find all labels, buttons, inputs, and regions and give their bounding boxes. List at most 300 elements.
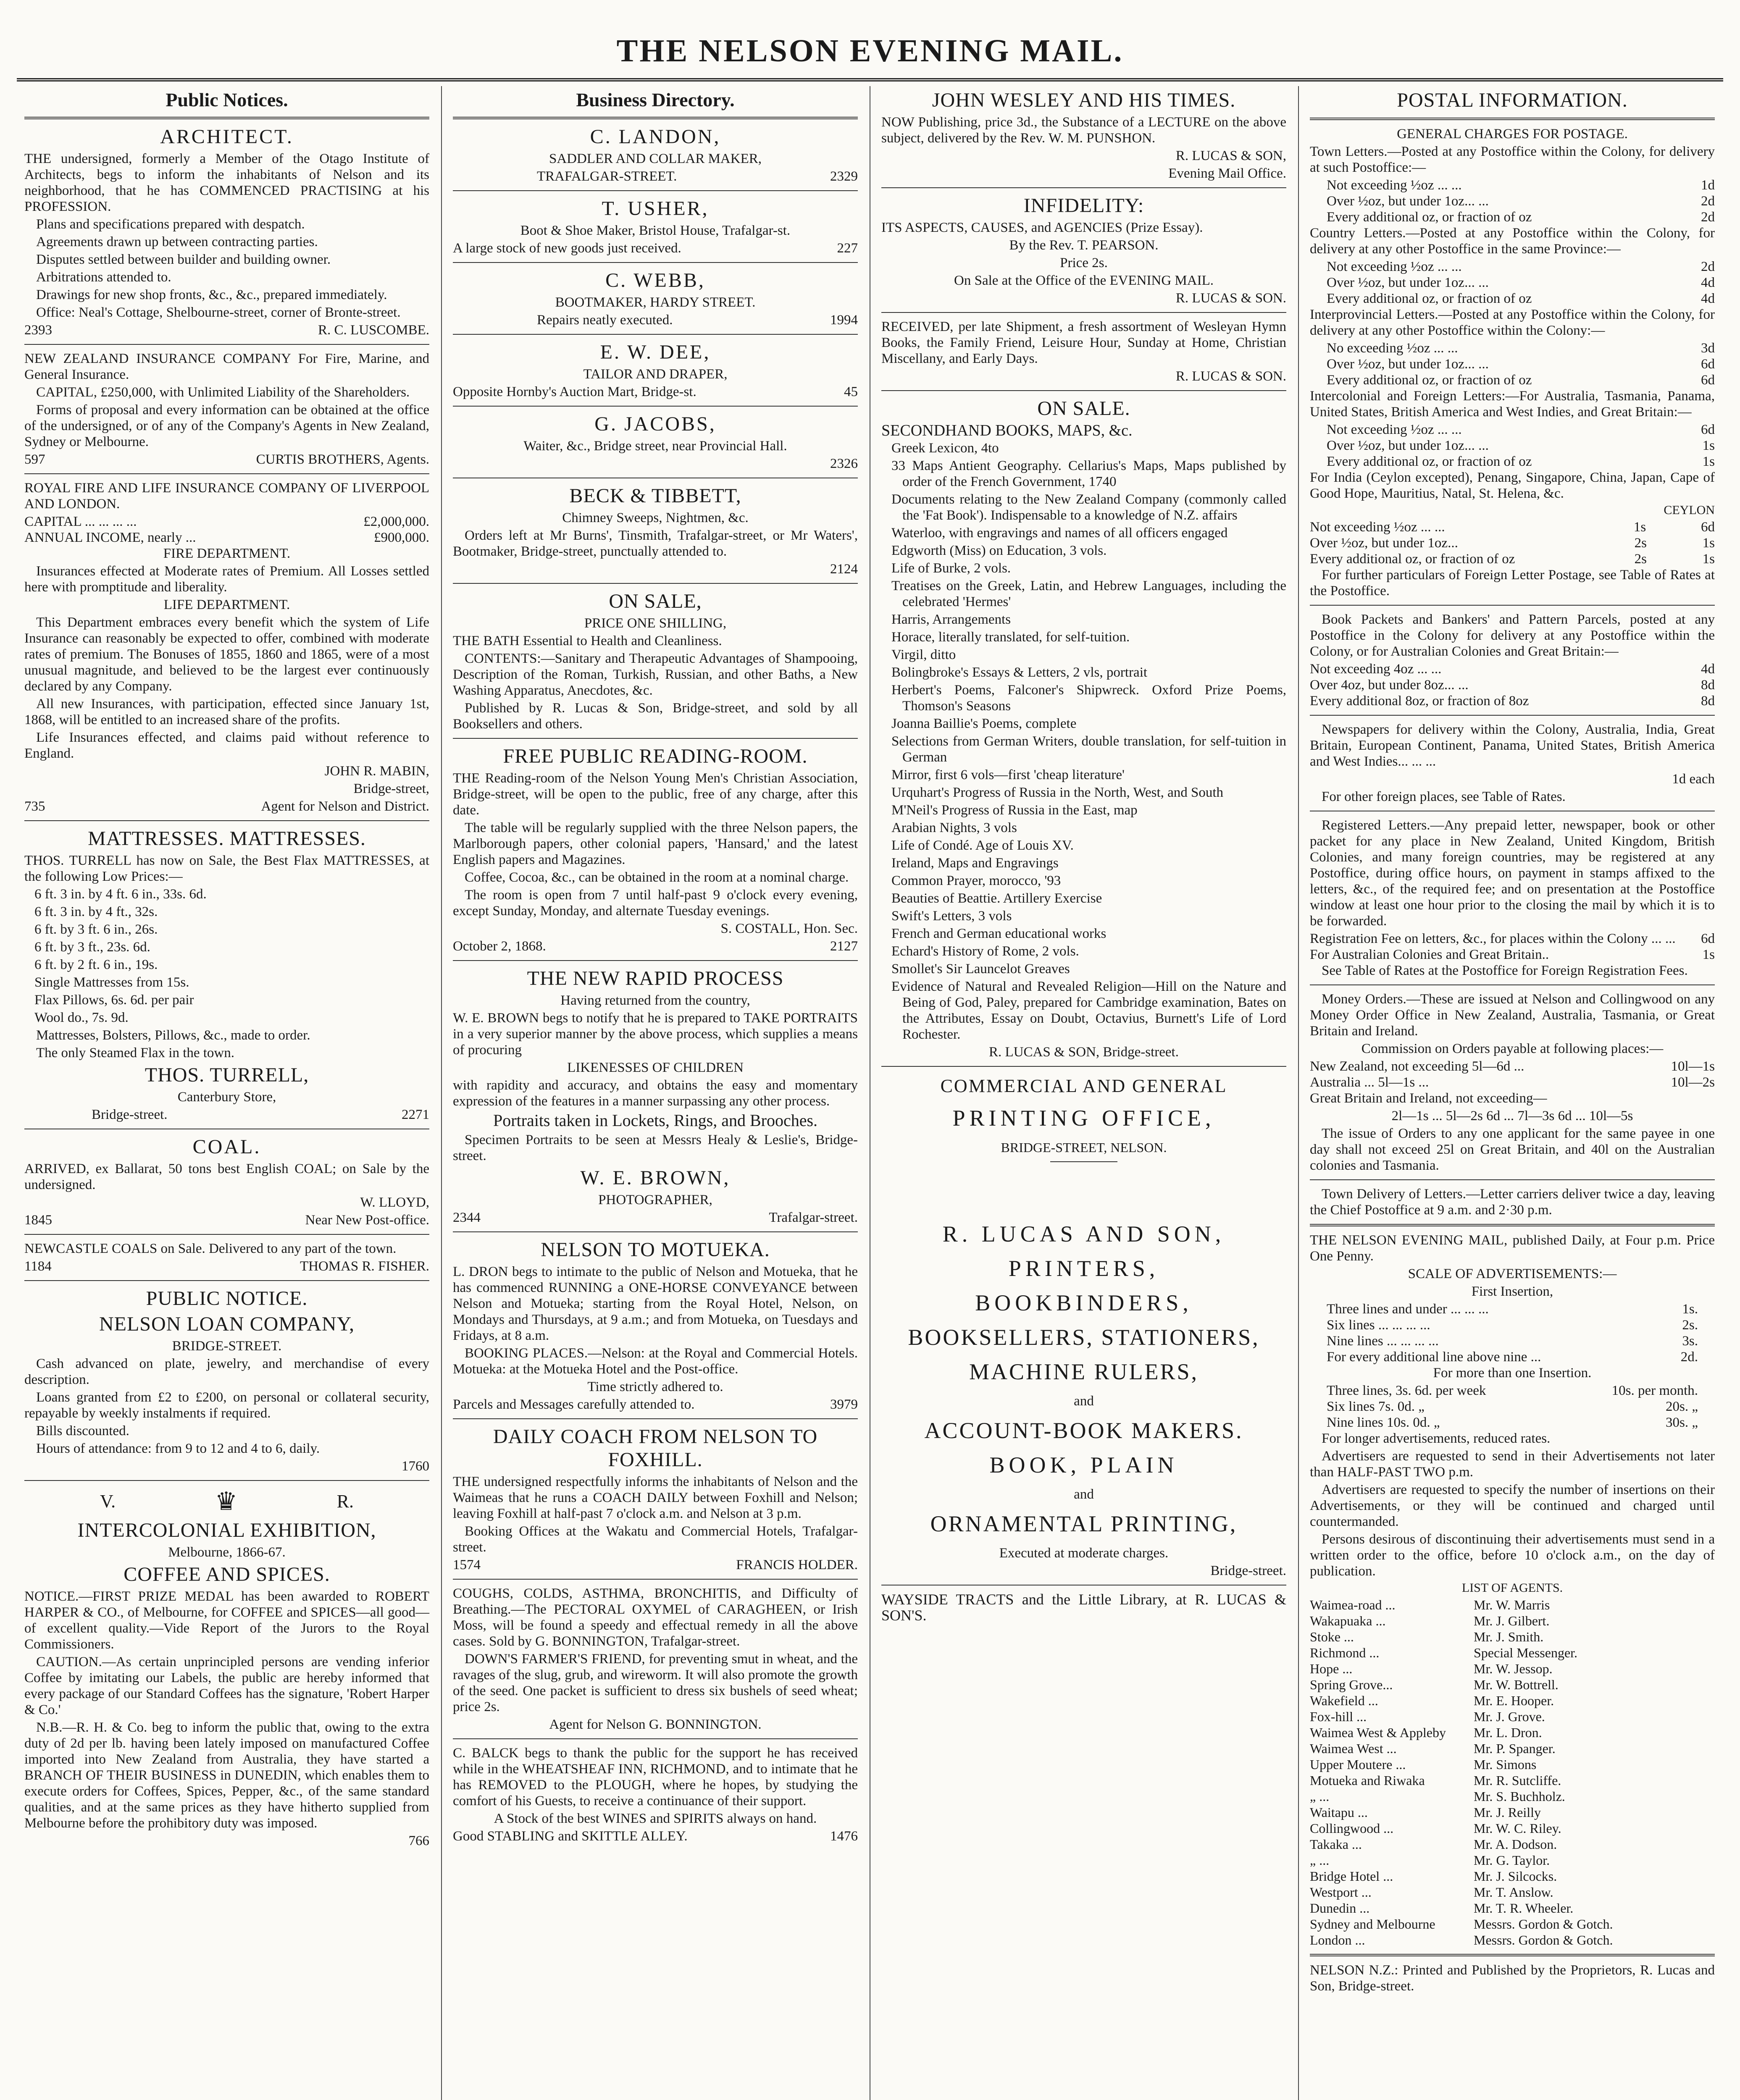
- ad-line: R. LUCAS AND SON,: [942, 1221, 1225, 1247]
- notice-body: Bills discounted.: [36, 1423, 129, 1438]
- ad-number: 766: [408, 1833, 429, 1848]
- agent-name: Mr. S. Buchholz.: [1474, 1789, 1565, 1804]
- agent-row: [1310, 1725, 1715, 1740]
- postal-rule: The issue of Orders to any one applicant for the same payee in one day shall not exceed 25l on Great Britain, and 40l on the Australian colonies and Tasmania.: [1310, 1126, 1715, 1173]
- section-heading: Business Directory.: [576, 89, 735, 110]
- subheading: For more than one Insertion.: [1433, 1365, 1592, 1381]
- business-trade: TAILOR AND DRAPER,: [583, 367, 728, 382]
- rate-value: 1s: [1702, 536, 1715, 551]
- masthead: [0, 0, 1740, 80]
- column-public-notices: [17, 86, 437, 2100]
- agent-name: Mr. J. Gilbert.: [1474, 1613, 1550, 1628]
- rate-label: Over ½oz, but under 1oz...: [1310, 536, 1458, 551]
- list-item: Common Prayer, morocco, '93: [891, 873, 1061, 888]
- rate-label: Not exceeding ½oz ... ...: [1327, 422, 1462, 437]
- rate-value: 1d: [1701, 178, 1715, 193]
- list-item: Smollet's Sir Launcelot Greaves: [891, 961, 1070, 976]
- ad-number: 3979: [830, 1397, 858, 1412]
- rule: [1050, 1161, 1117, 1162]
- notice-body: Plans and specifications prepared with despatch.: [36, 217, 305, 232]
- rate-value: 1s: [1702, 551, 1715, 567]
- mattress-notice: [24, 827, 429, 1123]
- infidelity-essay-ad: [881, 194, 1286, 306]
- rate-value: 6d: [1701, 373, 1715, 388]
- section-heading: POSTAL INFORMATION.: [1397, 89, 1628, 111]
- chemist-ad: [453, 1586, 858, 1732]
- list-item: Mirror, first 6 vols—first 'cheap literature': [891, 767, 1125, 782]
- agent-place: Stoke ...: [1310, 1629, 1354, 1644]
- notice-body: Drawings for new shop fronts, &c., &c., prepared immediately.: [36, 287, 387, 302]
- notice-body: Life Insurances effected, and claims paid without reference to England.: [24, 730, 429, 761]
- royal-insurance-notice: [24, 480, 429, 814]
- rule: [1310, 715, 1715, 716]
- agent-place: Upper Moutere ...: [1310, 1757, 1406, 1772]
- notice-heading: PUBLIC NOTICE.: [146, 1287, 308, 1310]
- notice-body: Agreements drawn up between contracting parties.: [36, 234, 318, 249]
- rate-value: 1s: [1702, 454, 1715, 469]
- list-item: Bolingbroke's Essays & Letters, 2 vls, portrait: [891, 665, 1148, 680]
- postal-rule: Registered Letters.—Any prepaid letter, newspaper, book or other packet for any place in New Zealand, United Kingdom, British Colonies, and many foreign countries, may be registered at any Postoffice, during office hours, on payment in stamps affixed to the letters, &c., of the required fee; and on presentation at the Postoffice window at least one hour prior to the closing the mail by which it is to be forwarded.: [1310, 818, 1715, 929]
- list-item: Waterloo, with engravings and names of all officers engaged: [891, 525, 1228, 541]
- imprint: NELSON N.Z.: Printed and Published by the Proprietors, R. Lucas and Son, Bridge-street.: [1310, 1963, 1715, 1994]
- rate-value: 3s.: [1682, 1334, 1698, 1349]
- rate-label: Over ½oz, but under 1oz... ...: [1327, 275, 1489, 290]
- rate-label: Every additional oz, or fraction of oz: [1327, 291, 1532, 306]
- list-item: 33 Maps Antient Geography. Cellarius's Maps, Maps published by order of the French Government, 1740: [891, 458, 1286, 489]
- rule: [24, 117, 429, 119]
- rate-value: 1s: [1702, 438, 1715, 453]
- rate-value: 2d.: [1680, 1349, 1698, 1365]
- ad-number: 2127: [830, 939, 858, 954]
- rule: [1310, 605, 1715, 606]
- ad-number: 735: [24, 799, 45, 814]
- notice-body: Price 2s.: [1060, 255, 1108, 270]
- postal-rule: For India (Ceylon excepted), Penang, Singapore, China, Japan, Cape of Good Hope, Mauritius, Natal, St. Helena, &c.: [1310, 470, 1715, 501]
- agent-place: Wakefield ...: [1310, 1693, 1378, 1708]
- notice-body: Loans granted from £2 to £200, on personal or collateral security, repayable by weekly instalments if required.: [24, 1390, 429, 1421]
- signature: Bridge-street.: [92, 1107, 168, 1122]
- agent-row: [1310, 1740, 1715, 1756]
- business-name: G. JACOBS,: [594, 413, 716, 435]
- bath-pamphlet-ad: [453, 590, 858, 732]
- subheading: First Insertion,: [1471, 1284, 1553, 1299]
- subheading: SCALE OF ADVERTISEMENTS:—: [1408, 1266, 1617, 1281]
- signature: R. LUCAS & SON.: [1175, 291, 1286, 306]
- agent-row: [1310, 1932, 1715, 1948]
- rate-label: Not exceeding 4oz ... ...: [1310, 662, 1442, 677]
- rate-label: Australia ... 5l—1s ...: [1310, 1075, 1429, 1090]
- signature: PHOTOGRAPHER,: [598, 1192, 712, 1208]
- notice-body: NOTICE.—FIRST PRIZE MEDAL has been awarded to ROBERT HARPER & CO., of Melbourne, for COFFEE and SPICES—all good—of excellent quality.—Vide Report of the Jurors to the Royal Commissioners.: [24, 1589, 429, 1652]
- postal-rule: Commission on Orders payable at following places:—: [1361, 1041, 1664, 1056]
- list-item: Herbert's Poems, Falconer's Shipwreck. Oxford Prize Poems, Thomson's Seasons: [891, 682, 1286, 714]
- agent-name: Mr. A. Dodson.: [1474, 1837, 1557, 1852]
- notice-body: By the Rev. T. PEARSON.: [1009, 238, 1159, 253]
- notice-body: Coffee, Cocoa, &c., can be obtained in the room at a nominal charge.: [465, 870, 849, 885]
- notice-body: Specimen Portraits to be seen at Messrs Healy & Leslie's, Bridge-street.: [453, 1132, 858, 1163]
- agent-name: Special Messenger.: [1474, 1645, 1578, 1660]
- notice-body: Disputes settled between builder and building owner.: [36, 252, 331, 267]
- rule: [881, 187, 1286, 188]
- agent-row: [1310, 1677, 1715, 1693]
- notice-body: THE undersigned, formerly a Member of the Otago Institute of Architects, begs to inform the inhabitants of Nelson and its neighborhood, that he has COMMENCED PRACTISING at his PROFESSION.: [24, 151, 429, 214]
- agent-row: [1310, 1836, 1715, 1852]
- directory-entry: [453, 484, 858, 577]
- signature: R. C. LUSCOMBE.: [318, 323, 429, 338]
- notice-body: On Sale at the Office of the EVENING MAIL.: [954, 273, 1214, 288]
- rate-value: 3d: [1701, 341, 1715, 356]
- postal-rule: Town Delivery of Letters.—Letter carriers deliver twice a day, leaving the Chief Postoffice at 9 a.m. and 2·30 p.m.: [1310, 1186, 1715, 1218]
- list-item: Swift's Letters, 3 vols: [891, 908, 1012, 924]
- agent-row: [1310, 1916, 1715, 1932]
- agent-place: „ ...: [1310, 1853, 1330, 1868]
- notice-body: CAPITAL, £250,000, with Unlimited Liability of the Shareholders.: [36, 385, 410, 400]
- agent-name: Mr. J. Silcocks.: [1474, 1869, 1557, 1884]
- notice-body: This Department embraces every benefit which the system of Life Insurance can reasonably be expected to offer, combined with moderate rates of premium. The Bonuses of 1855, 1860 and 1865, were of a most unusual magnitude, and believed to be the largest ever continuously declared by any Company.: [24, 615, 429, 694]
- agent-row: [1310, 1756, 1715, 1772]
- rate-label: Every additional 8oz, or fraction of 8oz: [1310, 693, 1529, 709]
- notice-body: N.B.—R. H. & Co. beg to inform the public that, owing to the extra duty of 2d per lb. having been lately imposed on manufactured Coffee imported into New Zealand from Australia, they have started a BRANCH OF THEIR BUSINESS in DUNEDIN, which enables them to execute orders for Coffees, Spices, Pepper, &c., of the same standard qualities, and at the same prices as they have hitherto supplied from Melbourne before the prohibitory duty was imposed.: [24, 1720, 429, 1831]
- rule: [881, 1066, 1286, 1067]
- notice-body: NOW Publishing, price 3d., the Substance of a LECTURE on the above subject, delivered by the Rev. W. M. PUNSHON.: [881, 115, 1286, 146]
- notice-body: Forms of proposal and every information can be obtained at the office of the undersigned, or of any of the Company's Agents in New Zealand, Sydney or Melbourne.: [24, 402, 429, 449]
- list-item: Treatises on the Greek, Latin, and Hebrew Languages, including the celebrated 'Hermes': [891, 578, 1286, 609]
- agent-row: [1310, 1645, 1715, 1661]
- reading-room-notice: [453, 745, 858, 954]
- foxhill-coach-notice: [453, 1425, 858, 1573]
- rate-value: 2d: [1701, 210, 1715, 225]
- notice-body: Cash advanced on plate, jewelry, and merchandise of every description.: [24, 1356, 429, 1387]
- postal-rule: Newspapers for delivery within the Colony, Australia, India, Great Britain, European Continent, Panama, United States, British America and West Indies... ... ...: [1310, 722, 1715, 769]
- rate-value: 1d each: [1672, 772, 1715, 787]
- subheading: LIST OF AGENTS.: [1461, 1581, 1563, 1595]
- list-item: M'Neil's Progress of Russia in the East, map: [891, 803, 1138, 818]
- business-address: Opposite Hornby's Auction Mart, Bridge-st.: [453, 384, 697, 399]
- notice-body: C. BALCK begs to thank the public for the support he has received while in the WHEATSHEAF INN, RICHMOND, and to intimate that he has REMOVED to the PLOUGH, where he hopes, by studying the comfort of his Guests, to receive a continuance of their support.: [453, 1746, 858, 1809]
- agent-name: Mr. J. Smith.: [1474, 1629, 1544, 1644]
- business-name: T. USHER,: [602, 197, 709, 220]
- agent-name: Mr. R. Sutcliffe.: [1474, 1773, 1561, 1788]
- masthead-rule: [17, 78, 1723, 81]
- notice-body: THOS. TURRELL has now on Sale, the Best Flax MATTRESSES, at the following Low Prices:—: [24, 853, 429, 884]
- signature: Agent for Nelson and District.: [261, 799, 429, 814]
- agent-place: Dunedin ...: [1310, 1900, 1370, 1916]
- inn-notice: [453, 1745, 858, 1844]
- list-item: Selections from German Writers, double translation, for self-tuition in German: [891, 734, 1286, 765]
- signature: JOHN R. MABIN,: [324, 764, 429, 779]
- agent-place: Waimea West & Appleby: [1310, 1725, 1446, 1740]
- signature: Agent for Nelson G. BONNINGTON.: [549, 1717, 762, 1732]
- ad-line: Executed at moderate charges.: [999, 1546, 1169, 1561]
- column-books-printing: [874, 86, 1294, 2100]
- list-item: Edgworth (Miss) on Education, 3 vols.: [891, 543, 1107, 558]
- list-item: 6 ft. 3 in. by 4 ft., 32s.: [34, 904, 158, 919]
- rule: [453, 960, 858, 961]
- rule: [881, 390, 1286, 391]
- list-item: 6 ft. by 3 ft. 6 in., 26s.: [34, 922, 158, 937]
- notice-heading: MATTRESSES. MATTRESSES.: [88, 827, 366, 850]
- rate-label: Three lines, 3s. 6d. per week: [1327, 1383, 1486, 1398]
- rate-label: Every additional oz, or fraction of oz: [1310, 551, 1515, 567]
- rate-value: 20s. „: [1666, 1399, 1698, 1414]
- ad-number: 597: [24, 452, 45, 467]
- signature: Near New Post-office.: [305, 1213, 429, 1228]
- notice-body: COUGHS, COLDS, ASTHMA, BRONCHITIS, and Difficulty of Breathing.—The PECTORAL OXYMEL of CARAGHEEN, or Irish Moss, will be found a speedy and effectual remedy in all the above cases. Sold by G. BONNINGTON, Trafalgar-street.: [453, 1586, 858, 1649]
- directory-entry: [453, 125, 858, 184]
- agent-name: Mr. W. C. Riley.: [1474, 1821, 1561, 1836]
- list-item: Horace, literally translated, for self-tuition.: [891, 630, 1130, 645]
- nz-insurance-notice: [24, 351, 429, 467]
- agent-row: [1310, 1804, 1715, 1820]
- ad-number: 2326: [830, 456, 858, 471]
- agent-place: Waitapu ...: [1310, 1805, 1368, 1820]
- postal-rule: Intercolonial and Foreign Letters:—For Australia, Tasmania, Panama, United States, British America and West Indies, and Great Britain:—: [1310, 388, 1715, 420]
- signature: W. LLOYD,: [360, 1195, 429, 1210]
- agent-name: Mr. T. R. Wheeler.: [1474, 1900, 1574, 1916]
- secondhand-books-ad: [881, 397, 1286, 1060]
- rule: [453, 1579, 858, 1580]
- printing-office-ad: [881, 1075, 1286, 1579]
- notice-body: ARRIVED, ex Ballarat, 50 tons best English COAL; on Sale by the undersigned.: [24, 1161, 429, 1192]
- list-item: 6 ft. by 3 ft., 23s. 6d.: [34, 940, 150, 955]
- signature: W. E. BROWN,: [580, 1167, 731, 1189]
- agent-place: „ ...: [1310, 1789, 1330, 1804]
- rate-label: Six lines 7s. 0d. „: [1327, 1399, 1425, 1414]
- signature: Trafalgar-street.: [769, 1210, 858, 1225]
- rule: [1310, 1179, 1715, 1180]
- list-item: Ireland, Maps and Engravings: [891, 856, 1059, 871]
- rule: [1310, 118, 1715, 120]
- rate-label: Every additional oz, or fraction of oz: [1327, 373, 1532, 388]
- royal-initial: V.: [100, 1491, 116, 1512]
- ad-number: 1184: [24, 1259, 52, 1274]
- rate-value: 8d: [1701, 693, 1715, 709]
- business-name: BECK & TIBBETT,: [569, 485, 741, 507]
- subheading: FIRE DEPARTMENT.: [163, 546, 291, 561]
- postal-rule: Book Packets and Bankers' and Pattern Parcels, posted at any Postoffice in the Colony for delivery at any Postoffice within the Colony, or for Australian Colonies and Great Britain:—: [1310, 612, 1715, 659]
- list-item: Harris, Arrangements: [891, 612, 1011, 627]
- agent-name: Mr. W. Bottrell.: [1474, 1677, 1559, 1692]
- rule: [24, 344, 429, 345]
- rate-label: Over ½oz, but under 1oz... ...: [1327, 194, 1489, 209]
- agents-list: [1310, 1581, 1715, 1948]
- signature: R. LUCAS & SON.: [1175, 369, 1286, 384]
- subheading: GENERAL CHARGES FOR POSTAGE.: [1397, 126, 1628, 142]
- notice-heading: ROYAL FIRE AND LIFE INSURANCE COMPANY OF LIVERPOOL AND LONDON.: [24, 480, 429, 512]
- list-item: Arabian Nights, 3 vols: [891, 820, 1017, 835]
- postal-rule: See Table of Rates at the Postoffice for Foreign Registration Fees.: [1322, 963, 1688, 978]
- agent-row: [1310, 1597, 1715, 1613]
- ad-line: BOOKSELLERS, STATIONERS,: [908, 1325, 1260, 1350]
- agent-name: Mr. J. Reilly: [1474, 1805, 1541, 1820]
- list-item: 6 ft. 3 in. by 4 ft. 6 in., 33s. 6d.: [34, 887, 207, 902]
- rule: [1310, 1224, 1715, 1226]
- rule: [453, 1418, 858, 1419]
- notice-heading: JOHN WESLEY AND HIS TIMES.: [932, 89, 1236, 111]
- agent-row: [1310, 1900, 1715, 1916]
- agent-place: Bridge Hotel ...: [1310, 1869, 1393, 1884]
- value: £2,000,000.: [363, 514, 429, 529]
- exhibition-notice: [24, 1487, 429, 1849]
- subheading: LIKENESSES OF CHILDREN: [567, 1060, 744, 1075]
- list-item: Wool do., 7s. 9d.: [34, 1010, 129, 1025]
- newspaper-title: THE NELSON EVENING MAIL.: [616, 33, 1124, 68]
- rate-value: 2d: [1701, 194, 1715, 209]
- ad-line: ACCOUNT-BOOK MAKERS.: [924, 1418, 1243, 1443]
- signature: Bridge-street,: [353, 781, 429, 796]
- rate-value: 30s. „: [1666, 1415, 1698, 1430]
- column-business-directory: [445, 86, 865, 2100]
- list-item: Virgil, ditto: [891, 647, 956, 662]
- agent-row: [1310, 1868, 1715, 1884]
- notice-body: Time strictly adhered to.: [587, 1379, 723, 1394]
- notice-body: THE BATH Essential to Health and Cleanliness.: [453, 633, 722, 648]
- rate-label: Registration Fee on letters, &c., for places within the Colony ... ...: [1310, 931, 1676, 946]
- rate-value: 4d: [1701, 291, 1715, 306]
- rate-label: Not exceeding ½oz ... ...: [1327, 178, 1462, 193]
- agent-place: Collingwood ...: [1310, 1821, 1394, 1836]
- notice-heading: DAILY COACH FROM NELSON TO FOXHILL.: [493, 1425, 818, 1471]
- rate-value: 6d: [1701, 931, 1715, 946]
- list-item: Evidence of Natural and Revealed Religion—Hill on the Nature and Being of God, Paley, prepared for Cambridge examination, Bates on the Attributes, Essay on Doubt, Octavius, Burnett's Life of Lord Rochester.: [891, 979, 1286, 1042]
- directory-entry: [453, 197, 858, 256]
- ad-line: PRINTERS,: [1008, 1256, 1159, 1281]
- list-item: Echard's History of Rome, 2 vols.: [891, 944, 1079, 959]
- advertising-rates: [1310, 1232, 1715, 1579]
- agent-name: Mr. W. Jessop.: [1474, 1661, 1553, 1676]
- rule: [453, 583, 858, 584]
- agent-row: [1310, 1820, 1715, 1836]
- notice-body: The table will be regularly supplied with the three Nelson papers, the Marlborough papers, other colonial papers, 'Hansard,' and the latest English papers and Magazines.: [453, 820, 858, 867]
- postal-rule: For other foreign places, see Table of Rates.: [1322, 789, 1566, 804]
- list-item: Life of Condé. Age of Louis XV.: [891, 838, 1074, 853]
- rate-value: 4d: [1701, 275, 1715, 290]
- postal-rule: Town Letters.—Posted at any Postoffice within the Colony, for delivery at such Postoffice:—: [1310, 144, 1715, 175]
- list-item: 6 ft. by 2 ft. 6 in., 19s.: [34, 957, 158, 972]
- subheading: Portraits taken in Lockets, Rings, and Brooches.: [493, 1111, 818, 1130]
- signature: THOS. TURRELL,: [145, 1064, 309, 1086]
- label: CAPITAL ... ... ... ...: [24, 514, 137, 529]
- signature: CURTIS BROTHERS, Agents.: [256, 452, 429, 467]
- signature: Canterbury Store,: [177, 1089, 276, 1105]
- notice-body: Mattresses, Bolsters, Pillows, &c., made to order.: [36, 1028, 310, 1043]
- notice-heading: COFFEE AND SPICES.: [124, 1563, 330, 1586]
- rule: [24, 473, 429, 474]
- agent-place: Hope ...: [1310, 1661, 1353, 1676]
- list-item: Flax Pillows, 6s. 6d. per pair: [34, 992, 194, 1008]
- ad-number: 1994: [830, 312, 858, 328]
- notice-body: Insurances effected at Moderate rates of Premium. All Losses settled here with promptitude and liberality.: [24, 564, 429, 595]
- hymn-books-ad: [881, 319, 1286, 384]
- rate-label: Not exceeding ½oz ... ...: [1327, 259, 1462, 274]
- agent-place: Waimea-road ...: [1310, 1597, 1396, 1612]
- rate-label: No exceeding ½oz ... ...: [1327, 341, 1458, 356]
- agent-place: Richmond ...: [1310, 1645, 1380, 1660]
- notice-body: CAUTION.—As certain unprincipled persons are vending inferior Coffee by imitating our Labels, the public are hereby informed that every package of our Standard Coffees has the signature, 'Robert Harper & Co.': [24, 1654, 429, 1717]
- directory-entry: [453, 341, 858, 400]
- ad-line: Bridge-street.: [1210, 1563, 1286, 1578]
- rate-value: 1s: [1633, 520, 1646, 535]
- signature: R. LUCAS & SON,: [1175, 148, 1286, 163]
- agent-name: Mr. J. Grove.: [1474, 1709, 1545, 1724]
- notice-body: RECEIVED, per late Shipment, a fresh assortment of Wesleyan Hymn Books, the Family Friend, Leisure Hour, Sunday at Home, Christian Miscellany, and Early Days.: [881, 319, 1286, 366]
- notice-body: The room is open from 7 until half-past 9 o'clock every evening, except Sunday, Monday, and alternate Tuesday evenings.: [453, 887, 858, 919]
- agent-place: Takaka ...: [1310, 1837, 1362, 1852]
- subheading: Melbourne, 1866-67.: [168, 1545, 286, 1560]
- rule: [453, 117, 858, 119]
- label: ANNUAL INCOME, nearly ...: [24, 530, 196, 545]
- rate-label: Over ½oz, but under 1oz... ...: [1327, 438, 1489, 453]
- ad-number: 1574: [453, 1557, 481, 1572]
- agent-row: [1310, 1852, 1715, 1868]
- notice-body: Booking Offices at the Wakatu and Commercial Hotels, Trafalgar-street.: [453, 1524, 858, 1555]
- business-trade: Boot & Shoe Maker, Bristol House, Trafalgar-st.: [520, 223, 791, 238]
- notice-body: Advertisers are requested to send in their Advertisements not later than HALF-PAST TWO p.m.: [1310, 1449, 1715, 1480]
- list-item: Documents relating to the New Zealand Company (commonly called the 'Fat Book'). Indispensable to a knowledge of N.Z. affairs: [891, 492, 1286, 523]
- business-name: C. LANDON,: [590, 126, 721, 148]
- rate-label: Not exceeding ½oz ... ...: [1310, 520, 1445, 535]
- business-trade: Waiter, &c., Bridge street, near Provincial Hall.: [523, 438, 787, 454]
- agent-row: [1310, 1788, 1715, 1804]
- notice-heading: NELSON LOAN COMPANY,: [99, 1313, 355, 1335]
- notice-body: THE Reading-room of the Nelson Young Men's Christian Association, Bridge-street, will be open to the public, free of any charge, after this date.: [453, 771, 858, 818]
- rate-value: 6d: [1701, 520, 1715, 535]
- rate-value: 2s: [1634, 551, 1647, 567]
- notice-heading: ON SALE.: [1037, 397, 1130, 420]
- rate-value: 2s: [1634, 536, 1647, 551]
- ad-line: BOOK, PLAIN: [989, 1452, 1178, 1478]
- rate-value: 4d: [1701, 662, 1715, 677]
- royal-initial: R.: [336, 1491, 354, 1512]
- ad-line: PRINTING OFFICE,: [952, 1105, 1215, 1131]
- ad-number: 2329: [830, 169, 858, 184]
- rule: [1310, 984, 1715, 985]
- ad-line: and: [1074, 1394, 1094, 1409]
- postal-rule: For further particulars of Foreign Letter Postage, see Table of Rates at the Postoffice.: [1310, 567, 1715, 598]
- ad-number: 1476: [830, 1829, 858, 1844]
- signature: Evening Mail Office.: [1168, 166, 1286, 181]
- agent-place: Waimea West ...: [1310, 1741, 1397, 1756]
- agent-row: [1310, 1772, 1715, 1788]
- rate-label: Nine lines ... ... ... ...: [1327, 1334, 1439, 1349]
- rate-label: New Zealand, not exceeding 5l—6d ...: [1310, 1059, 1524, 1074]
- notice-body: CONTENTS:—Sanitary and Therapeutic Advantages of Shampooing, Description of the Roman, Turkish, Russian, and other Baths, a New Washing Apparatus, Anecdotes, &c.: [453, 651, 858, 698]
- wesley-lecture-ad: [881, 89, 1286, 181]
- business-trade: BOOTMAKER, HARDY STREET.: [555, 295, 756, 310]
- rule: [1310, 1954, 1715, 1956]
- agent-row: [1310, 1693, 1715, 1709]
- notice-heading: INFIDELITY:: [1023, 194, 1144, 217]
- subheading: PRICE ONE SHILLING,: [584, 616, 727, 631]
- ad-line: MACHINE RULERS,: [969, 1359, 1199, 1384]
- subheading: BRIDGE-STREET.: [172, 1339, 282, 1354]
- business-address: Repairs neatly executed.: [537, 312, 673, 328]
- agent-name: Messrs. Gordon & Gotch.: [1474, 1916, 1613, 1932]
- agent-row: [1310, 1709, 1715, 1725]
- postal-rule: Money Orders.—These are issued at Nelson and Collingwood on any Money Order Office in New Zealand, Australia, Tasmania, or Great Britain and Ireland.: [1310, 992, 1715, 1039]
- signature: S. COSTALL, Hon. Sec.: [720, 921, 858, 936]
- postal-rule: Country Letters.—Posted at any Postoffice within the Colony, for delivery at any other Postoffice in the same Province:—: [1310, 226, 1715, 257]
- notice-body: THE NELSON EVENING MAIL, published Daily, at Four p.m. Price One Penny.: [1310, 1233, 1715, 1264]
- business-name: E. W. DEE,: [600, 341, 711, 363]
- ad-number: 2271: [402, 1107, 429, 1122]
- subheading: SECONDHAND BOOKS, MAPS, &c.: [881, 422, 1133, 439]
- rule: [24, 1280, 429, 1281]
- rule: [24, 1480, 429, 1481]
- notice-heading: NELSON TO MOTUEKA.: [541, 1239, 770, 1261]
- rule: [453, 1231, 858, 1232]
- agent-name: Mr. T. Anslow.: [1474, 1885, 1553, 1900]
